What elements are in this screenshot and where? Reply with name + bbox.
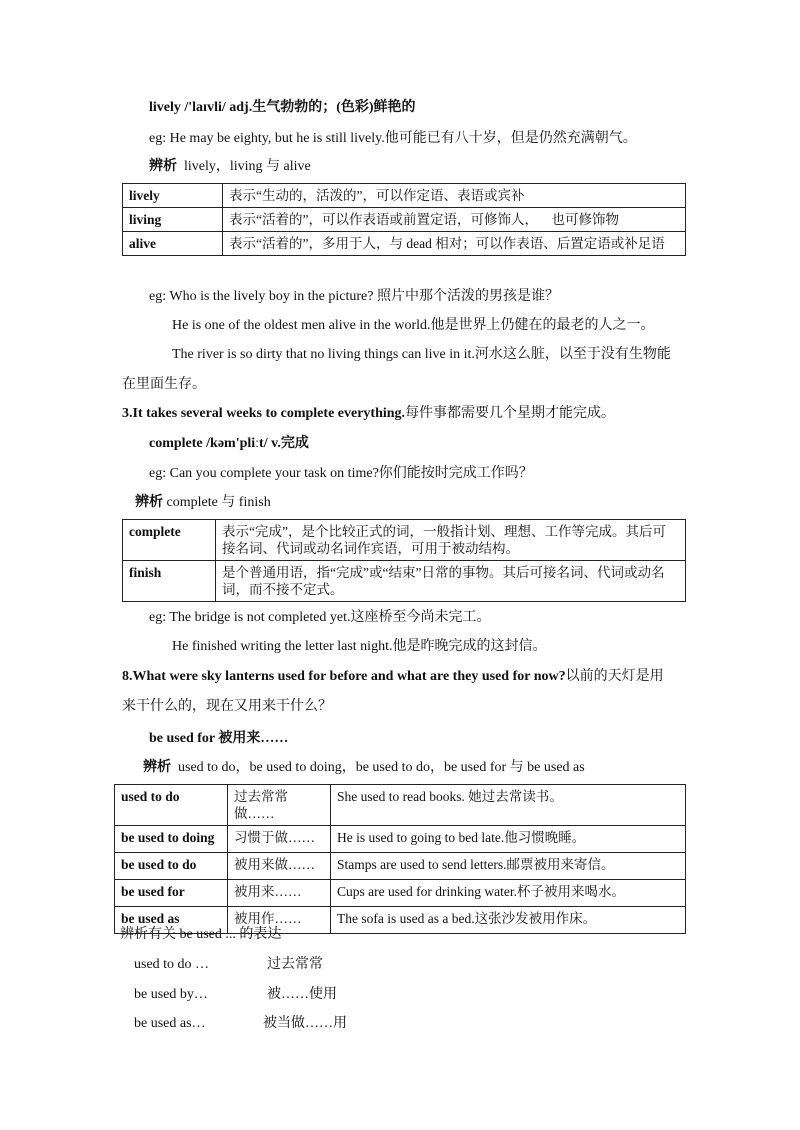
table-row (115, 826, 686, 853)
complete-analysis (135, 493, 271, 513)
example-cell: Stamps are used to send letters.邮票被用来寄信。 (331, 853, 686, 880)
desc-cell: 是个普通用语，指“完成”或“结束”日常的事物。其后可接名词、代词或动名词，而不接不定式。 (216, 561, 686, 602)
table-row (123, 184, 686, 208)
table-row (115, 880, 686, 907)
desc-cell: 表示“完成”，是个比较正式的词，一般指计划、理想、工作等完成。其后可接名词、代词或动名词作宾语，可用于被动结构。 (216, 520, 686, 561)
desc-cell: 表示“活着的”，可以作表语或前置定语，可修饰人， 也可修饰物 (223, 208, 686, 232)
table-row (115, 785, 686, 826)
lively-analysis (149, 157, 311, 177)
analysis-label: 辨析 (143, 760, 171, 775)
analysis-text: lively，living 与 alive (184, 159, 311, 174)
word-cell: alive (123, 232, 223, 256)
section-3-chinese: 每件事都需要几个星期才能完成。 (405, 406, 616, 421)
desc-cell: 表示“生动的，活泼的”，可以作定语、表语或宾补 (223, 184, 686, 208)
word-cell: living (123, 208, 223, 232)
phrase-cell: be used to doing (115, 826, 228, 853)
complete-finish-table (122, 519, 686, 602)
meaning-cell: 被用来…… (228, 880, 331, 907)
analysis-text: complete 与 finish (166, 495, 271, 510)
example-cell: He is used to going to bed late.他习惯晚睡。 (331, 826, 686, 853)
table-row (123, 520, 686, 561)
example-cell: The sofa is used as a bed.这张沙发被用作床。 (331, 907, 686, 934)
summary-item-3-phrase: be used as… (134, 1016, 206, 1031)
table-row (123, 208, 686, 232)
section-3-english: 3.It takes several weeks to complete everything. (122, 406, 406, 421)
analysis-label: 辨析 (135, 495, 163, 510)
lively-example-4-cont: 在里面生存。 (122, 377, 206, 392)
table-row (123, 561, 686, 602)
lively-living-alive-table (122, 183, 686, 256)
section-3-heading (122, 404, 615, 424)
word-cell: lively (123, 184, 223, 208)
lively-example: eg: He may be eighty, but he is still lively.他可能已有八十岁，但是仍然充满朝气。 (149, 131, 637, 146)
meaning-cell: 习惯于做…… (228, 826, 331, 853)
complete-heading: complete /kəm'pliːt/ v.完成 (149, 436, 309, 451)
example-cell: She used to read books. 她过去常读书。 (331, 785, 686, 826)
meaning-cell: 被用来做…… (228, 853, 331, 880)
be-used-analysis (143, 758, 585, 778)
section-8-heading (122, 667, 664, 687)
word-cell: complete (123, 520, 216, 561)
word-cell: finish (123, 561, 216, 602)
summary-item-3-meaning: 被当做……用 (263, 1016, 347, 1031)
lively-heading: lively /'laɪvli/ adj.生气勃勃的；(色彩)鲜艳的 (149, 100, 416, 115)
summary-item-1-meaning: 过去常常 (267, 957, 323, 972)
section-8-heading-cont: 来干什么的，现在又用来干什么？ (122, 699, 332, 714)
lively-example-2: eg: Who is the lively boy in the picture? 照片中那个活泼的男孩是谁？ (149, 289, 559, 304)
phrase-cell: be used to do (115, 853, 228, 880)
table-row (115, 853, 686, 880)
phrase-cell: be used for (115, 880, 228, 907)
phrase-cell: used to do (115, 785, 228, 826)
summary-item-1-phrase: used to do … (134, 957, 210, 972)
lively-example-3: He is one of the oldest men alive in the world.他是世界上仍健在的最老的人之一。 (172, 318, 655, 333)
section-8-english: 8.What were sky lanterns used for before and what are they used for now? (122, 669, 566, 684)
example-cell: Cups are used for drinking water.杯子被用来喝水。 (331, 880, 686, 907)
analysis-text: used to do，be used to doing，be used to do，be used for 与 be used as (178, 760, 585, 775)
summary-item-2-meaning: 被……使用 (267, 987, 337, 1002)
table-row (123, 232, 686, 256)
section-8-chinese: 以前的天灯是用 (565, 669, 664, 684)
summary-item-2-phrase: be used by… (134, 987, 208, 1002)
be-used-summary-title: 辨析有关 be used ... 的表达 (120, 927, 282, 942)
complete-example: eg: Can you complete your task on time?你们能按时完成工作吗？ (149, 466, 533, 481)
meaning-cell: 过去常常做…… (228, 785, 331, 826)
meaning-cell: 被用作…… (228, 907, 331, 934)
complete-example-2: eg: The bridge is not completed yet.这座桥至今尚未完工。 (149, 610, 491, 625)
desc-cell: 表示“活着的”，多用于人，与 dead 相对；可以作表语、后置定语或补足语 (223, 232, 686, 256)
lively-example-4: The river is so dirty that no living things can live in it.河水这么脏，以至于没有生物能 (172, 347, 671, 362)
be-used-table (114, 784, 686, 934)
be-used-heading: be used for 被用来…… (149, 731, 289, 746)
complete-example-3: He finished writing the letter last night.他是昨晚完成的这封信。 (172, 639, 547, 654)
phrase-cell: be used as (115, 907, 228, 934)
analysis-label: 辨析 (149, 159, 177, 174)
